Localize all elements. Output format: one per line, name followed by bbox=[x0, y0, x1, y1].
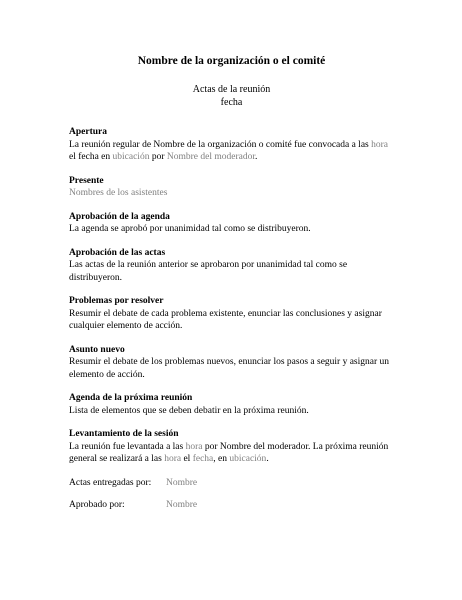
levantamiento-text-5: . bbox=[266, 454, 269, 464]
signature-block bbox=[69, 477, 394, 512]
agenda-proxima-heading: Agenda de la próxima reunión bbox=[69, 393, 193, 403]
moderador-placeholder: Nombre del moderador bbox=[166, 152, 255, 162]
approved-by-label: Aprobado por: bbox=[69, 500, 125, 510]
section-levantamiento bbox=[69, 428, 394, 466]
ubicacion-placeholder: ubicación bbox=[229, 454, 267, 464]
fecha-placeholder: fecha bbox=[192, 454, 214, 464]
presente-heading: Presente bbox=[69, 175, 104, 186]
levantamiento-text bbox=[69, 441, 394, 466]
levantamiento-text-1: La reunión fue levantada a las bbox=[69, 441, 186, 452]
meeting-date: fecha bbox=[220, 97, 243, 108]
apertura-heading: Apertura bbox=[69, 127, 107, 137]
submitted-by-name: Nombre bbox=[166, 477, 198, 488]
section-aprobacion-actas bbox=[69, 247, 394, 285]
minutes-subtitle: Actas de la reunión bbox=[192, 84, 271, 95]
levantamiento-text-4: , en bbox=[213, 454, 230, 464]
approved-by-name: Nombre bbox=[166, 500, 198, 510]
aprobacion-agenda-heading: Aprobación de la agenda bbox=[69, 211, 170, 222]
section-aprobacion-agenda bbox=[69, 211, 394, 236]
apertura-text-3: por bbox=[149, 152, 167, 162]
apertura-text bbox=[69, 139, 394, 164]
hora-placeholder: hora bbox=[371, 139, 389, 150]
levantamiento-text-2: por Nombre del moderador. La próxima reunión general se realizará a las bbox=[69, 441, 389, 464]
apertura-text-1: La reunión regular de Nombre de la organización o comité fue convocada a las bbox=[69, 139, 372, 150]
section-presente bbox=[69, 175, 394, 200]
hora-placeholder: hora bbox=[185, 441, 203, 452]
section-problemas bbox=[69, 295, 394, 333]
hora-placeholder: hora bbox=[164, 454, 182, 464]
submitted-by-label: Actas entregadas por: bbox=[69, 477, 152, 488]
problemas-heading: Problemas por resolver bbox=[69, 296, 164, 306]
agenda-proxima-text: Lista de elementos que se deben debatir en la próxima reunión. bbox=[69, 405, 309, 416]
submitted-by-row bbox=[69, 477, 394, 490]
ubicacion-placeholder: ubicación bbox=[112, 152, 150, 162]
apertura-text-4: . bbox=[255, 152, 258, 162]
aprobacion-actas-heading: Aprobación de las actas bbox=[69, 247, 166, 258]
section-apertura bbox=[69, 126, 394, 164]
levantamiento-heading: Levantamiento de la sesión bbox=[69, 429, 179, 439]
aprobacion-actas-text: Las actas de la reunión anterior se aprobaron por unanimidad tal como se distribuyeron. bbox=[69, 260, 348, 283]
asunto-nuevo-heading: Asunto nuevo bbox=[69, 344, 125, 355]
apertura-text-2: el fecha en bbox=[69, 152, 113, 162]
aprobacion-agenda-text: La agenda se aprobó por unanimidad tal como se distribuyeron. bbox=[69, 224, 311, 234]
attendees-placeholder: Nombres de los asistentes bbox=[69, 188, 168, 198]
approved-by-row bbox=[69, 499, 394, 512]
asunto-nuevo-text: Resumir el debate de los problemas nuevos, enunciar los pasos a seguir y asignar un elemento de acción. bbox=[69, 357, 390, 380]
levantamiento-text-3: el bbox=[181, 454, 193, 464]
section-asunto-nuevo bbox=[69, 344, 394, 382]
section-agenda-proxima bbox=[69, 392, 394, 417]
organization-title: Nombre de la organización o el comité bbox=[137, 55, 326, 67]
problemas-text: Resumir el debate de cada problema existente, enunciar las conclusiones y asignar cualquier elemento de acción. bbox=[69, 308, 382, 331]
